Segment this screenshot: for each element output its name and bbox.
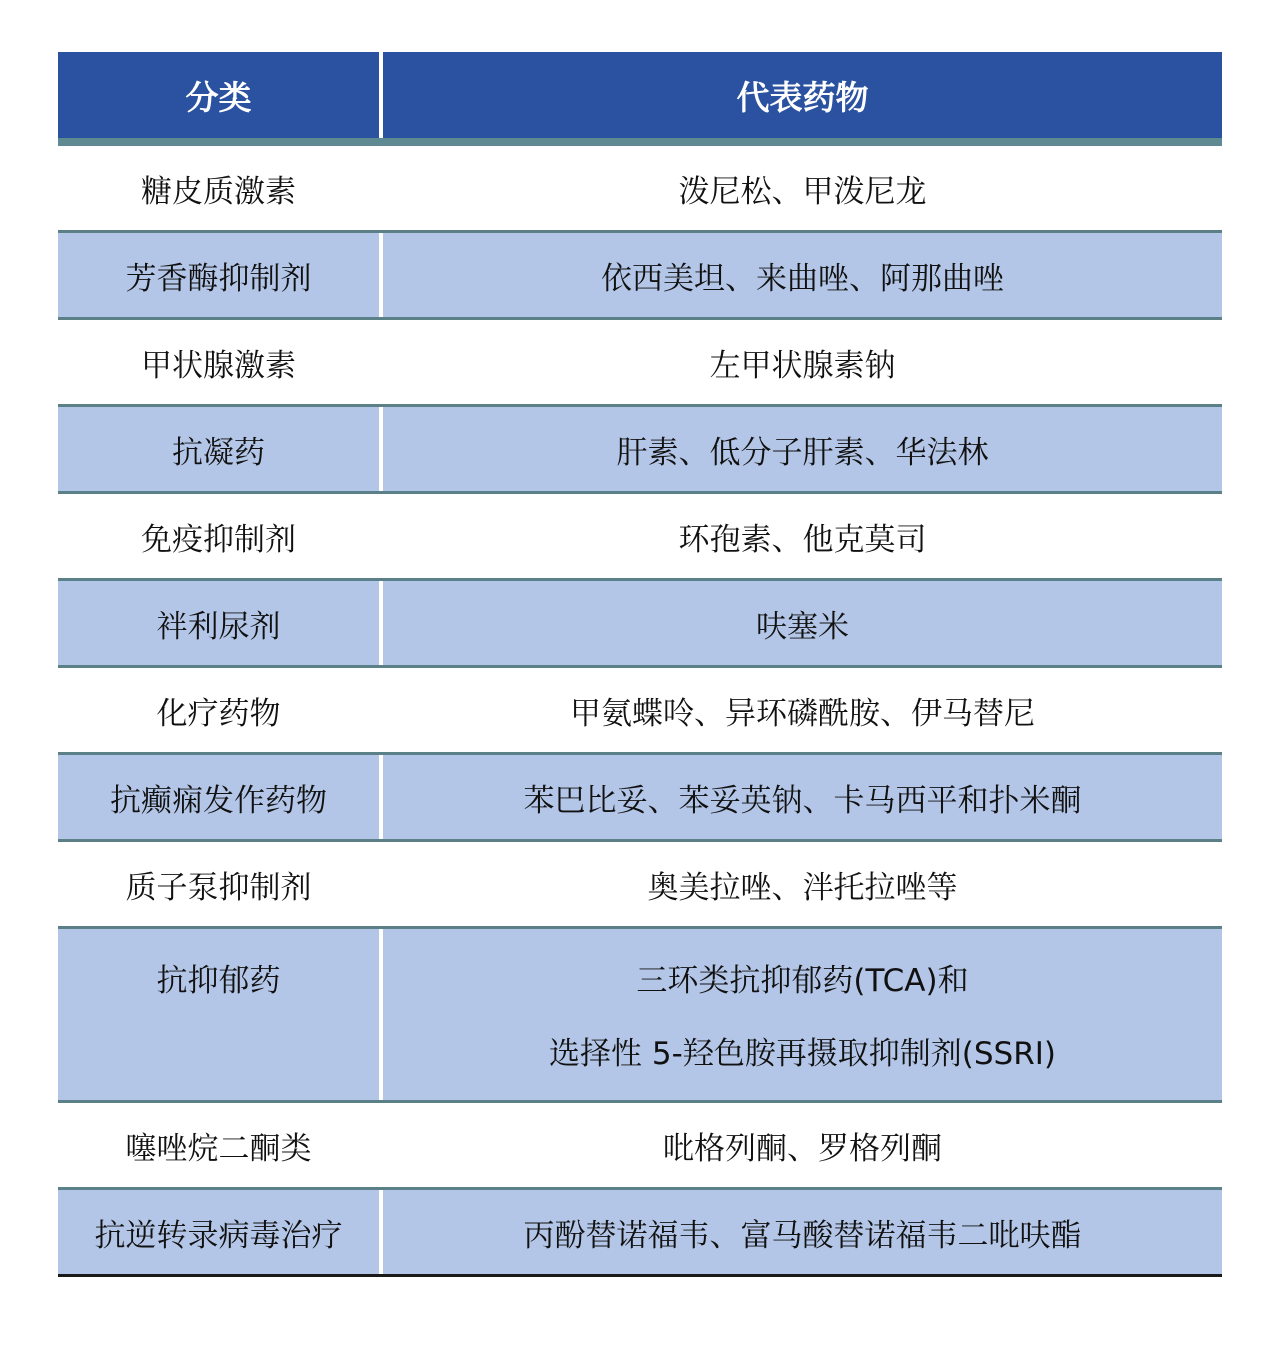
category-cell: 化疗药物 bbox=[156, 695, 281, 732]
drugs-cell: 甲氨蝶呤、异环磷酰胺、伊马替尼 bbox=[570, 695, 1035, 732]
drugs-cell: 环孢素、他克莫司 bbox=[678, 521, 927, 558]
category-cell: 抗凝药 bbox=[172, 434, 265, 471]
drugs-line-1: 三环类抗抑郁药(TCA)和 bbox=[636, 963, 969, 999]
category-cell bbox=[58, 929, 379, 1100]
category-cell: 抗逆转录病毒治疗 bbox=[94, 1217, 343, 1254]
table-row bbox=[58, 494, 1222, 581]
table-header bbox=[58, 52, 1222, 146]
table-row bbox=[58, 842, 1222, 929]
drugs-cell: 呋塞米 bbox=[756, 608, 849, 645]
table-row bbox=[58, 929, 1222, 1103]
category-text: 抗抑郁药 bbox=[156, 963, 281, 999]
table-row bbox=[58, 320, 1222, 407]
category-cell: 糖皮质激素 bbox=[141, 173, 296, 210]
drugs-cell: 肝素、低分子肝素、华法林 bbox=[616, 434, 989, 471]
table-row bbox=[58, 233, 1222, 320]
drugs-line-2: 选择性 5-羟色胺再摄取抑制剂(SSRI) bbox=[549, 1035, 1056, 1072]
table-row bbox=[58, 1103, 1222, 1190]
drugs-cell: 吡格列酮、罗格列酮 bbox=[663, 1130, 942, 1167]
drugs-cell: 奥美拉唑、泮托拉唑等 bbox=[647, 869, 958, 906]
table-row bbox=[58, 407, 1222, 494]
category-cell: 抗癫痫发作药物 bbox=[110, 782, 327, 819]
category-cell: 甲状腺激素 bbox=[141, 347, 296, 384]
table-row bbox=[58, 146, 1222, 233]
drug-table bbox=[58, 52, 1222, 1277]
drugs-cell: 左甲状腺素钠 bbox=[709, 347, 896, 384]
drugs-cell: 苯巴比妥、苯妥英钠、卡马西平和扑米酮 bbox=[523, 782, 1082, 819]
table-row bbox=[58, 581, 1222, 668]
table-row bbox=[58, 755, 1222, 842]
drugs-cell: 依西美坦、来曲唑、阿那曲唑 bbox=[601, 260, 1004, 297]
category-cell: 袢利尿剂 bbox=[156, 608, 281, 645]
drugs-cell: 泼尼松、甲泼尼龙 bbox=[678, 173, 927, 210]
category-cell: 质子泵抑制剂 bbox=[125, 869, 312, 906]
drugs-cell: 丙酚替诺福韦、富马酸替诺福韦二吡呋酯 bbox=[523, 1217, 1082, 1254]
table-row bbox=[58, 668, 1222, 755]
category-cell: 芳香酶抑制剂 bbox=[125, 260, 312, 297]
drugs-cell bbox=[383, 929, 1222, 1100]
header-drugs: 代表药物 bbox=[736, 77, 869, 117]
category-cell: 噻唑烷二酮类 bbox=[125, 1130, 312, 1167]
header-category: 分类 bbox=[185, 77, 252, 117]
category-cell: 免疫抑制剂 bbox=[141, 521, 296, 558]
table-row bbox=[58, 1190, 1222, 1277]
